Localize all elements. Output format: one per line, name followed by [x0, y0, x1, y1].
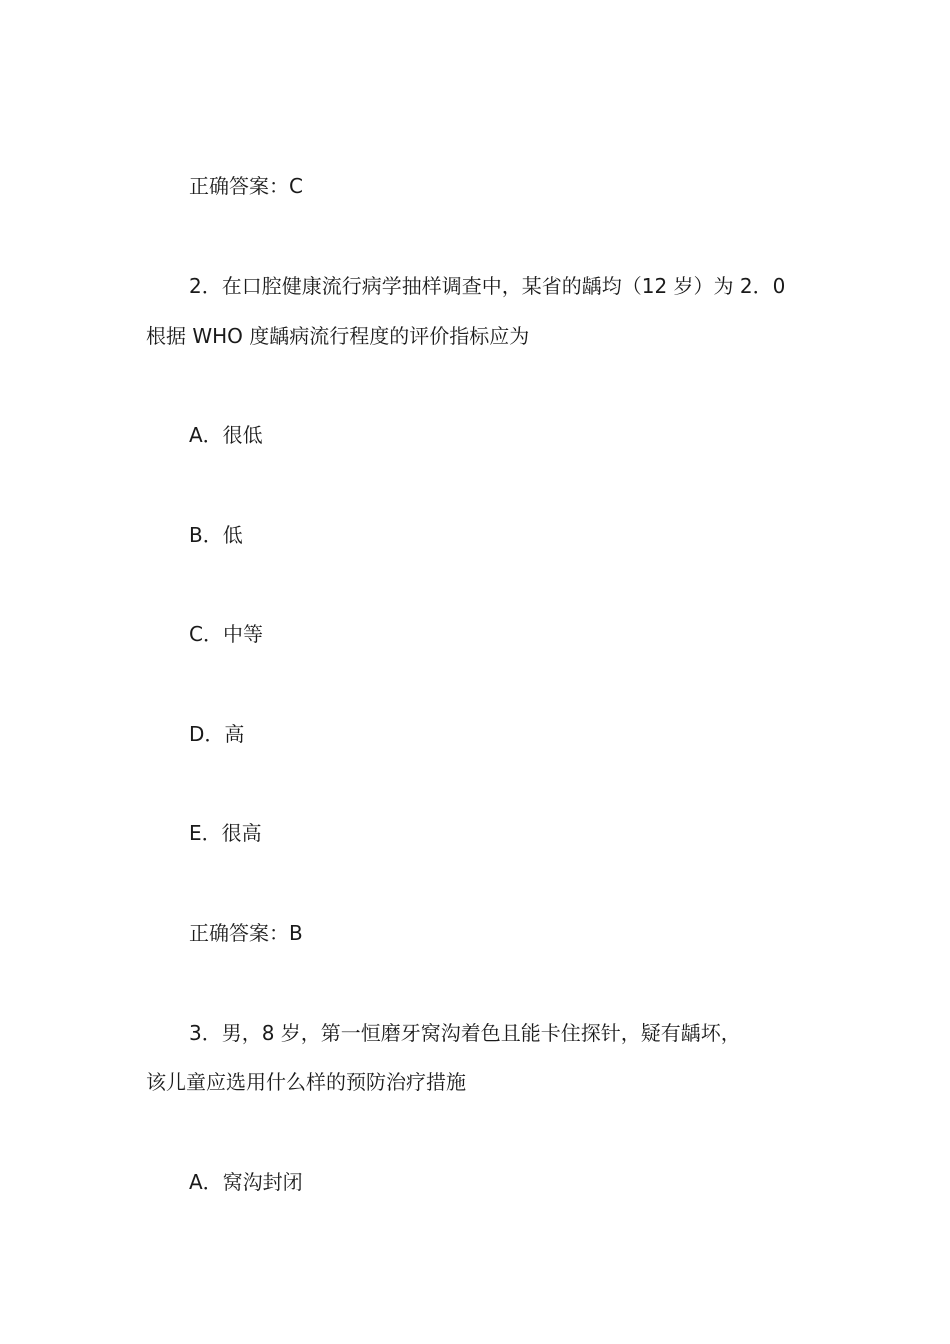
- question-2-text-continued: 根据 WHO 度龋病流行程度的评价指标应为: [146, 324, 530, 348]
- answer-text: 正确答案：B: [189, 921, 303, 945]
- option-b: B．低: [189, 523, 243, 547]
- answer-text: 正确答案：C: [189, 174, 303, 198]
- option-a: A．窝沟封闭: [189, 1170, 303, 1194]
- question-2-text: 2．在口腔健康流行病学抽样调查中，某省的龋均（12 岁）为 2．0: [189, 274, 786, 298]
- option-c: C．中等: [189, 622, 263, 646]
- question-3-text: 3．男，8 岁，第一恒磨牙窝沟着色且能卡住探针，疑有龋坏，: [189, 1021, 741, 1045]
- question-3-text-continued: 该儿童应选用什么样的预防治疗措施: [146, 1070, 466, 1094]
- option-e: E．很高: [189, 821, 262, 845]
- option-a: A．很低: [189, 423, 263, 447]
- option-d: D．高: [189, 722, 245, 746]
